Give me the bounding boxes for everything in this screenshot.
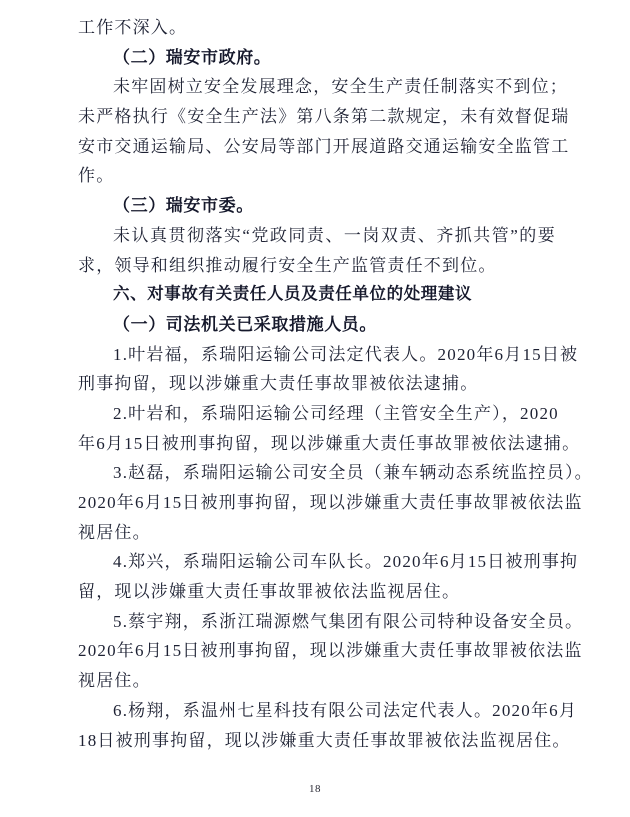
text-line: 视居住。 — [78, 671, 151, 691]
text-line: 1.叶岩福，系瑞阳运输公司法定代表人。2020年6月15日被 — [113, 344, 579, 364]
section-heading: （三）瑞安市委。 — [113, 196, 254, 216]
section-heading: （一）司法机关已采取措施人员。 — [113, 314, 377, 334]
text-line: 18日被刑事拘留，现以涉嫌重大责任事故罪被依法监视居住。 — [78, 730, 571, 750]
text-line: 未认真贯彻落实“党政同责、一岗双责、齐抓共管”的要 — [113, 225, 556, 245]
page-number: 18 — [309, 783, 321, 795]
text-line: 求，领导和组织推动履行安全生产监管责任不到位。 — [78, 255, 497, 275]
text-line: 4.郑兴，系瑞阳运输公司车队长。2020年6月15日被刑事拘 — [113, 552, 579, 572]
section-heading: （二）瑞安市政府。 — [113, 47, 272, 67]
text-line: 未牢固树立安全发展理念，安全生产责任制落实不到位； — [113, 77, 568, 97]
text-line: 工作不深入。 — [78, 18, 188, 37]
text-line: 视居住。 — [78, 522, 151, 542]
text-line: 刑事拘留，现以涉嫌重大责任事故罪被依法逮捕。 — [78, 374, 479, 394]
text-line: 安市交通运输局、公安局等部门开展道路交通运输安全监管工 — [78, 136, 570, 156]
text-line: 2.叶岩和，系瑞阳运输公司经理（主管安全生产），2020 — [113, 403, 559, 423]
text-line: 留，现以涉嫌重大责任事故罪被依法监视居住。 — [78, 582, 461, 602]
section-heading: 六、对事故有关责任人员及责任单位的处理建议 — [113, 285, 473, 304]
text-line: 年6月15日被刑事拘留，现以涉嫌重大责任事故罪被依法逮捕。 — [78, 433, 581, 453]
text-line: 2020年6月15日被刑事拘留，现以涉嫌重大责任事故罪被依法监 — [78, 493, 583, 512]
text-line: 作。 — [78, 166, 115, 186]
text-line: 未严格执行《安全生产法》第八条第二款规定，未有效督促瑞 — [78, 107, 570, 127]
document-body — [78, 13, 593, 755]
text-line: 3.赵磊，系瑞阳运输公司安全员（兼车辆动态系统监控员）。 — [113, 463, 593, 483]
text-line: 6.杨翔，系温州七星科技有限公司法定代表人。2020年6月 — [113, 700, 578, 720]
text-line: 2020年6月15日被刑事拘留，现以涉嫌重大责任事故罪被依法监 — [78, 641, 583, 661]
text-line: 5.蔡宇翔，系浙江瑞源燃气集团有限公司特种设备安全员。 — [113, 611, 584, 631]
